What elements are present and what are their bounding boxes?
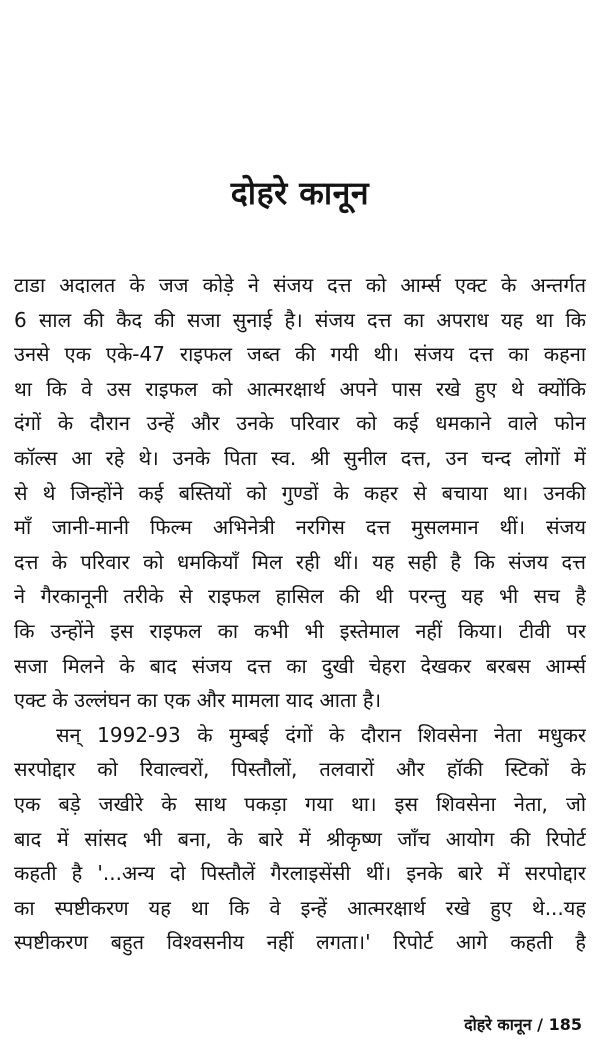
text-line: माँ जानी-मानी फिल्म अभिनेत्री नरगिस दत्त मुसलमान थीं। संजय bbox=[14, 515, 586, 540]
text-line: ने गैरकानूनी तरीके से राइफल हासिल की थी परन्तु यह भी सच है bbox=[14, 584, 586, 609]
text-line: का स्पष्टीकरण यह था कि वे इन्हें आत्मरक्षार्थ रखे हुए थे...यह bbox=[14, 895, 586, 920]
text-line: कि उन्होंने इस राइफल का कभी भी इस्तेमाल नहीं किया। टीवी पर bbox=[14, 618, 586, 643]
body-text bbox=[14, 268, 586, 960]
chapter-title: दोहरे कानून bbox=[230, 174, 370, 213]
text-line: था कि वे उस राइफल को आत्मरक्षार्थ अपने पास रखे हुए थे क्योंकि bbox=[14, 376, 586, 401]
text-line: 6 साल की कैद की सजा सुनाई है। संजय दत्त का अपराध यह था कि bbox=[14, 307, 586, 332]
text-line: एक्ट के उल्लंघन का एक और मामला याद आता है। bbox=[14, 688, 382, 713]
text-line: एक बड़े जखीरे के साथ पकड़ा गया था। इस शिवसेना नेता, जो bbox=[14, 791, 586, 816]
text-line: कहती है '...अन्य दो पिस्तौलें गैरलाइसेंसी थीं। इनके बारे में सरपोद्दार bbox=[14, 861, 586, 886]
text-line: उनसे एक एके-47 राइफल जब्त की गयी थी। संजय दत्त का कहना bbox=[14, 342, 586, 367]
page-footer: दोहरे कानून / 185 bbox=[464, 1015, 582, 1034]
text-line: टाडा अदालत के जज कोड़े ने संजय दत्त को आर्म्स एक्ट के अन्तर्गत bbox=[14, 273, 586, 297]
text-line: सजा मिलने के बाद संजय दत्त का दुखी चेहरा देखकर बरबस आर्म्स bbox=[14, 653, 586, 678]
text-line: सरपोद्दार को रिवाल्वरों, पिस्तौलों, तलवारों और हॉकी स्टिकों के bbox=[14, 757, 586, 782]
text-line: स्पष्टीकरण बहुत विश्वसनीय नहीं लगता।' रिपोर्ट आगे कहती है bbox=[14, 930, 586, 955]
text-line: से थे जिन्होंने कई बस्तियों को गुण्डों के कहर से बचाया था। उनकी bbox=[14, 480, 586, 505]
text-line: दत्त के परिवार को धमकियाँ मिल रही थीं। यह सही है कि संजय दत्त bbox=[14, 549, 586, 574]
text-line-paragraph-start: सन् 1992-93 के मुम्बई दंगों के दौरान शिवसेना नेता मधुकर bbox=[56, 722, 586, 747]
text-line: कॉल्स आ रहे थे। उनके पिता स्व. श्री सुनील दत्त, उन चन्द लोगों में bbox=[14, 445, 586, 470]
text-line: बाद में सांसद भी बना, के बारे में श्रीकृष्ण जाँच आयोग की रिपोर्ट bbox=[14, 826, 586, 851]
text-line: दंगों के दौरान उन्हें और उनके परिवार को कई धमकाने वाले फोन bbox=[14, 411, 586, 436]
